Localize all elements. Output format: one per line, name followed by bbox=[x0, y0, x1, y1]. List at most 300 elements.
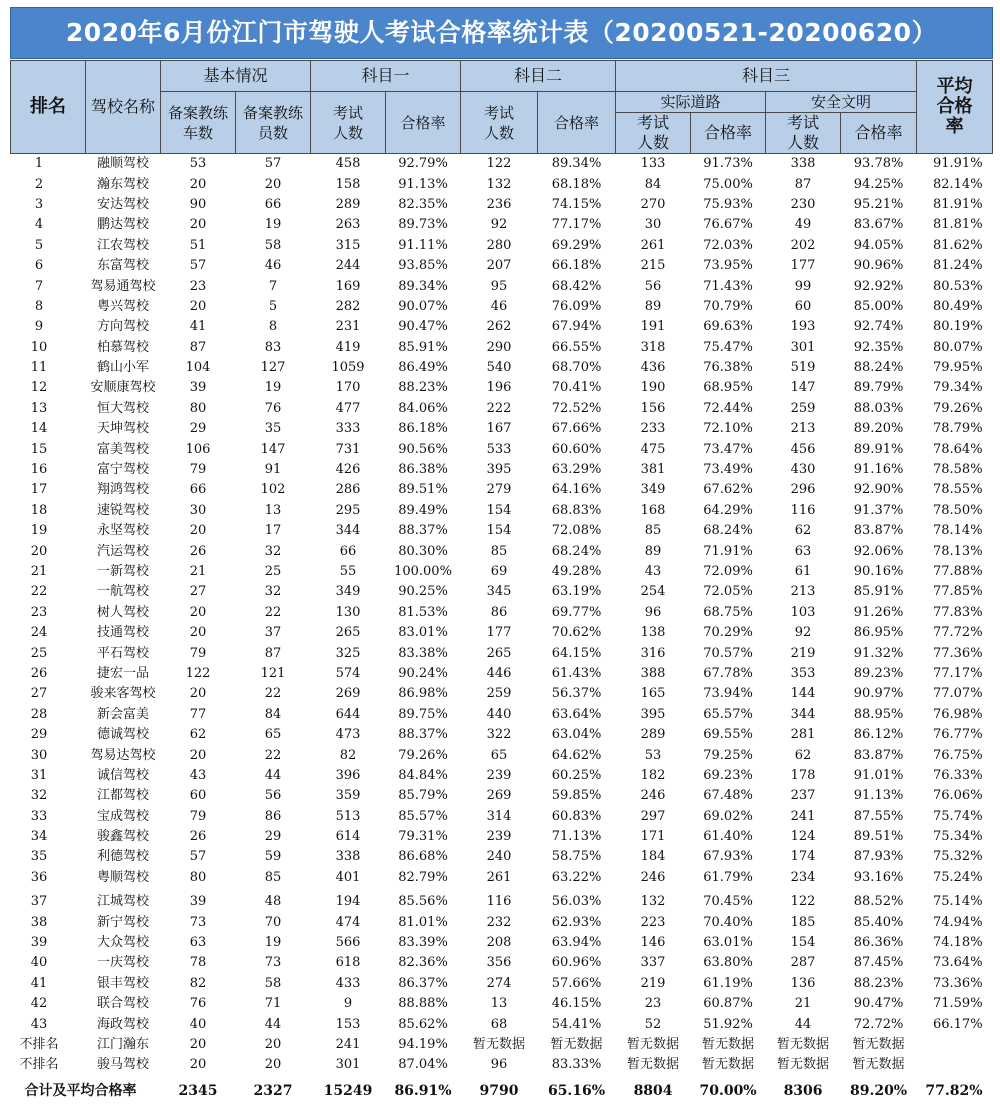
data-cell: 63.80% bbox=[703, 955, 753, 971]
data-cell: 287 bbox=[790, 955, 816, 971]
school-name-cell: 树人驾校 bbox=[96, 604, 149, 620]
rank-cell: 17 bbox=[30, 482, 48, 498]
data-cell: 344 bbox=[790, 706, 816, 722]
data-cell: 74.94% bbox=[932, 914, 983, 930]
data-cell: 239 bbox=[486, 829, 512, 845]
data-cell: 419 bbox=[335, 339, 361, 355]
data-cell: 102 bbox=[260, 482, 286, 498]
school-name-cell: 鹤山小军 bbox=[96, 360, 149, 376]
data-cell: 89.91% bbox=[853, 441, 904, 457]
data-cell: 57 bbox=[189, 258, 207, 274]
data-cell: 90.47% bbox=[853, 996, 904, 1012]
data-cell: 158 bbox=[335, 176, 361, 192]
data-cell: 86.95% bbox=[853, 625, 904, 641]
data-cell: 21 bbox=[189, 564, 207, 579]
data-cell: 80.07% bbox=[932, 339, 983, 355]
data-cell: 219 bbox=[640, 975, 666, 991]
data-cell: 26 bbox=[189, 829, 207, 845]
data-cell: 91.37% bbox=[853, 502, 904, 518]
table-row bbox=[11, 643, 993, 663]
data-cell: 230 bbox=[790, 196, 816, 212]
data-cell: 46 bbox=[264, 258, 282, 274]
data-cell: 78.79% bbox=[932, 421, 983, 437]
data-cell: 349 bbox=[640, 482, 666, 498]
data-cell: 88.88% bbox=[398, 996, 448, 1012]
total-cell: 2345 bbox=[178, 1082, 218, 1099]
data-cell: 316 bbox=[640, 645, 666, 661]
data-cell: 433 bbox=[335, 975, 361, 991]
data-cell: 223 bbox=[640, 914, 666, 930]
data-cell: 79.31% bbox=[398, 829, 448, 845]
data-cell: 130 bbox=[335, 604, 361, 620]
data-cell: 318 bbox=[640, 339, 666, 355]
data-cell: 86 bbox=[490, 604, 508, 620]
total-cell: 2327 bbox=[253, 1082, 293, 1099]
data-cell: 127 bbox=[260, 360, 286, 376]
data-cell: 156 bbox=[640, 400, 666, 416]
data-cell: 91.16% bbox=[853, 462, 904, 478]
data-cell: 7 bbox=[268, 278, 278, 294]
data-cell: 93.78% bbox=[853, 156, 904, 172]
rank-cell: 29 bbox=[30, 727, 48, 743]
data-cell: 231 bbox=[335, 319, 361, 335]
data-cell: 20 bbox=[189, 298, 207, 314]
data-cell: 91.91% bbox=[932, 156, 983, 172]
data-cell bbox=[917, 1035, 993, 1055]
data-cell: 63 bbox=[794, 543, 812, 559]
table-row bbox=[11, 725, 993, 745]
data-cell: 270 bbox=[640, 196, 666, 212]
data-cell: 89.79% bbox=[853, 380, 904, 396]
data-cell: 29 bbox=[264, 829, 282, 845]
data-cell: 395 bbox=[486, 462, 512, 478]
data-cell: 240 bbox=[486, 849, 512, 865]
data-cell: 68.95% bbox=[703, 380, 753, 396]
data-cell: 64.29% bbox=[703, 502, 753, 518]
data-cell: 13 bbox=[490, 996, 508, 1012]
header-cars: 备案教练车数 bbox=[161, 92, 236, 154]
data-cell: 74.18% bbox=[932, 935, 983, 951]
data-cell: 67.48% bbox=[703, 788, 753, 804]
data-cell: 75.24% bbox=[932, 869, 983, 885]
data-cell: 338 bbox=[790, 156, 816, 172]
rank-cell: 11 bbox=[30, 360, 48, 376]
school-name-cell: 骏来客驾校 bbox=[90, 686, 156, 702]
data-cell: 13 bbox=[264, 502, 282, 518]
school-name-cell: 捷宏一品 bbox=[96, 665, 149, 681]
data-cell: 88.24% bbox=[853, 360, 904, 376]
rank-cell: 43 bbox=[30, 1016, 48, 1032]
rank-cell: 15 bbox=[30, 441, 48, 457]
data-cell: 177 bbox=[790, 258, 816, 274]
header-rank: 排名 bbox=[11, 61, 86, 154]
rank-cell: 5 bbox=[34, 237, 44, 253]
table-row bbox=[11, 868, 993, 888]
data-cell: 89 bbox=[644, 543, 662, 559]
data-cell: 75.34% bbox=[932, 829, 983, 845]
data-cell: 86.12% bbox=[853, 727, 904, 743]
data-cell: 60.83% bbox=[551, 808, 602, 824]
data-cell: 644 bbox=[335, 706, 361, 722]
data-cell: 71 bbox=[264, 996, 282, 1012]
data-cell: 234 bbox=[790, 869, 816, 885]
data-cell: 20 bbox=[264, 176, 282, 192]
data-cell: 59.85% bbox=[551, 788, 602, 804]
rank-cell: 16 bbox=[30, 462, 48, 478]
total-cell: 77.82% bbox=[925, 1082, 983, 1099]
table-row bbox=[11, 501, 993, 521]
data-cell: 68.75% bbox=[703, 604, 753, 620]
data-cell: 566 bbox=[335, 935, 361, 951]
data-cell: 72.08% bbox=[551, 523, 602, 539]
data-cell: 232 bbox=[486, 914, 512, 930]
data-cell: 86.68% bbox=[398, 849, 448, 865]
table-row bbox=[11, 378, 993, 398]
rank-cell: 2 bbox=[34, 176, 44, 192]
data-cell: 87 bbox=[264, 645, 282, 661]
data-cell: 62 bbox=[794, 747, 812, 763]
data-cell: 259 bbox=[790, 400, 816, 416]
data-cell: 49.28% bbox=[551, 564, 602, 579]
data-cell: 169 bbox=[335, 278, 361, 294]
data-cell: 86.98% bbox=[398, 686, 448, 702]
data-cell: 73 bbox=[189, 914, 207, 930]
data-cell: 49 bbox=[794, 217, 812, 233]
data-cell: 254 bbox=[640, 584, 666, 600]
data-cell: 63.04% bbox=[551, 727, 602, 743]
data-cell: 77.85% bbox=[932, 584, 983, 600]
data-cell: 122 bbox=[486, 156, 512, 172]
school-name-cell: 平石驾校 bbox=[96, 645, 149, 661]
data-cell: 暂无数据 bbox=[852, 1057, 905, 1073]
data-cell: 72.10% bbox=[703, 421, 753, 437]
data-cell: 344 bbox=[335, 523, 361, 539]
data-cell: 66.17% bbox=[932, 1016, 983, 1032]
data-cell: 19 bbox=[264, 935, 282, 951]
table-row bbox=[11, 766, 993, 786]
data-cell: 65 bbox=[490, 747, 508, 763]
data-cell: 144 bbox=[790, 686, 816, 702]
data-cell: 90.56% bbox=[398, 441, 448, 457]
data-cell: 93.16% bbox=[853, 869, 904, 885]
table-row bbox=[11, 195, 993, 215]
data-cell: 297 bbox=[640, 808, 666, 824]
table-row bbox=[11, 582, 993, 602]
data-cell: 259 bbox=[486, 686, 512, 702]
data-cell: 88.03% bbox=[853, 400, 904, 416]
school-name-cell: 鹏达驾校 bbox=[96, 217, 149, 233]
data-cell: 75.14% bbox=[932, 894, 983, 910]
data-cell: 70.45% bbox=[703, 894, 753, 910]
data-cell: 54.41% bbox=[551, 1016, 602, 1032]
school-name-cell: 融顺驾校 bbox=[96, 156, 149, 172]
data-cell: 66.55% bbox=[551, 339, 602, 355]
data-cell: 63.64% bbox=[551, 706, 602, 722]
data-cell: 68 bbox=[490, 1016, 508, 1032]
data-cell: 618 bbox=[335, 955, 361, 971]
data-cell: 88.95% bbox=[853, 706, 904, 722]
school-name-cell: 东富驾校 bbox=[96, 258, 149, 274]
data-cell: 213 bbox=[790, 421, 816, 437]
data-cell: 63 bbox=[189, 935, 207, 951]
rank-cell: 28 bbox=[30, 706, 48, 722]
school-name-cell: 一航驾校 bbox=[96, 584, 149, 600]
data-cell: 77.36% bbox=[932, 645, 983, 661]
data-cell: 190 bbox=[640, 380, 666, 396]
data-cell: 62.93% bbox=[551, 914, 602, 930]
data-cell: 60.60% bbox=[551, 441, 602, 457]
data-cell: 99 bbox=[794, 278, 812, 294]
data-cell: 79.26% bbox=[932, 400, 983, 416]
data-cell: 62 bbox=[189, 727, 207, 743]
data-cell: 269 bbox=[335, 686, 361, 702]
data-cell: 67.78% bbox=[703, 665, 753, 681]
data-cell: 154 bbox=[486, 523, 512, 539]
data-cell: 72.09% bbox=[703, 564, 753, 579]
data-cell: 295 bbox=[335, 502, 361, 518]
data-cell: 63.29% bbox=[551, 462, 602, 478]
data-cell: 401 bbox=[335, 869, 361, 885]
data-cell: 333 bbox=[335, 421, 361, 437]
school-name-cell: 新会富美 bbox=[96, 706, 149, 722]
data-cell: 20 bbox=[189, 523, 207, 539]
table-row bbox=[11, 215, 993, 235]
school-name-cell: 一新驾校 bbox=[96, 564, 149, 579]
data-cell: 78.55% bbox=[932, 482, 983, 498]
data-cell: 80 bbox=[189, 400, 207, 416]
school-name-cell: 利德驾校 bbox=[96, 849, 149, 865]
data-cell: 191 bbox=[640, 319, 666, 335]
data-cell: 75.32% bbox=[932, 849, 983, 865]
data-cell: 72.72% bbox=[853, 1016, 904, 1032]
table-row bbox=[11, 1035, 993, 1055]
data-cell: 22 bbox=[264, 604, 282, 620]
data-cell: 132 bbox=[486, 176, 512, 192]
data-cell: 94.25% bbox=[853, 176, 904, 192]
data-cell: 91.73% bbox=[703, 156, 753, 172]
data-cell: 89.51% bbox=[853, 829, 904, 845]
data-cell: 95.21% bbox=[853, 196, 904, 212]
data-cell: 73.36% bbox=[932, 975, 983, 991]
header-school: 驾校名称 bbox=[86, 61, 161, 154]
data-cell: 79.34% bbox=[932, 380, 983, 396]
data-cell: 5 bbox=[268, 298, 278, 314]
rank-cell: 18 bbox=[30, 502, 48, 518]
data-cell: 63.19% bbox=[551, 584, 602, 600]
data-cell: 20 bbox=[189, 747, 207, 763]
data-cell: 76 bbox=[189, 996, 207, 1012]
data-cell: 274 bbox=[486, 975, 512, 991]
data-cell: 72.03% bbox=[703, 237, 753, 253]
data-cell: 104 bbox=[185, 360, 211, 376]
data-cell: 261 bbox=[486, 869, 512, 885]
rank-cell: 26 bbox=[30, 665, 48, 681]
data-cell: 64.15% bbox=[551, 645, 602, 661]
table-row bbox=[11, 664, 993, 684]
data-cell: 202 bbox=[790, 237, 816, 253]
data-cell: 暂无数据 bbox=[627, 1057, 680, 1073]
data-cell: 79.26% bbox=[398, 747, 448, 763]
data-cell: 177 bbox=[486, 625, 512, 641]
data-cell: 81.62% bbox=[932, 237, 983, 253]
data-cell: 90.16% bbox=[853, 564, 904, 579]
data-cell: 82.79% bbox=[398, 869, 448, 885]
school-name-cell: 粤兴驾校 bbox=[96, 298, 149, 314]
data-cell: 86 bbox=[264, 808, 282, 824]
header-subject1: 科目一 bbox=[311, 61, 461, 92]
data-cell: 89.75% bbox=[398, 706, 448, 722]
data-cell: 83.87% bbox=[853, 523, 904, 539]
data-cell: 396 bbox=[335, 767, 361, 783]
data-cell: 90.47% bbox=[398, 319, 448, 335]
school-name-cell: 宝成驾校 bbox=[96, 808, 149, 824]
data-cell: 90.07% bbox=[398, 298, 448, 314]
table-row bbox=[11, 297, 993, 317]
data-cell: 219 bbox=[790, 645, 816, 661]
data-cell: 69.55% bbox=[703, 727, 753, 743]
data-cell: 446 bbox=[486, 665, 512, 681]
rank-cell: 40 bbox=[30, 955, 48, 971]
data-cell: 69.02% bbox=[703, 808, 753, 824]
data-cell: 241 bbox=[790, 808, 816, 824]
data-cell: 81.53% bbox=[398, 604, 448, 620]
data-cell: 185 bbox=[790, 914, 816, 930]
data-cell: 71.43% bbox=[703, 278, 753, 294]
data-cell: 513 bbox=[335, 808, 361, 824]
school-name-cell: 速锐驾校 bbox=[96, 502, 149, 518]
data-cell: 27 bbox=[189, 584, 207, 600]
school-name-cell: 安达驾校 bbox=[96, 196, 149, 212]
school-name-cell: 骏鑫驾校 bbox=[96, 829, 149, 845]
school-name-cell: 联合驾校 bbox=[96, 996, 149, 1012]
data-cell: 60 bbox=[189, 788, 207, 804]
data-cell: 60.87% bbox=[703, 996, 753, 1012]
school-name-cell: 新宁驾校 bbox=[96, 914, 149, 930]
school-name-cell: 大众驾校 bbox=[96, 935, 149, 951]
data-cell: 89.20% bbox=[853, 421, 904, 437]
data-cell: 262 bbox=[486, 319, 512, 335]
rank-cell: 27 bbox=[30, 686, 48, 702]
table-row bbox=[11, 974, 993, 994]
data-cell: 43 bbox=[189, 767, 207, 783]
data-cell: 57 bbox=[189, 849, 207, 865]
data-cell: 92.06% bbox=[853, 543, 904, 559]
data-cell: 46 bbox=[490, 298, 508, 314]
table-row bbox=[11, 827, 993, 847]
table-row bbox=[11, 994, 993, 1014]
data-cell: 63.22% bbox=[551, 869, 602, 885]
data-cell: 76.38% bbox=[703, 360, 753, 376]
data-cell: 20 bbox=[189, 686, 207, 702]
rank-cell: 1 bbox=[34, 156, 44, 172]
data-cell: 184 bbox=[640, 849, 666, 865]
data-cell: 80.19% bbox=[932, 319, 983, 335]
data-cell: 458 bbox=[335, 156, 361, 172]
data-cell: 208 bbox=[486, 935, 512, 951]
data-cell: 281 bbox=[790, 727, 816, 743]
data-cell: 96 bbox=[490, 1057, 508, 1073]
data-cell: 263 bbox=[335, 217, 361, 233]
data-cell: 289 bbox=[640, 727, 666, 743]
data-cell: 51 bbox=[189, 237, 207, 253]
data-cell: 20 bbox=[189, 1057, 207, 1073]
school-name-cell: 粤顺驾校 bbox=[96, 869, 149, 885]
data-cell: 30 bbox=[644, 217, 662, 233]
total-cell: 8306 bbox=[783, 1082, 823, 1099]
data-cell: 19 bbox=[264, 217, 282, 233]
data-cell: 280 bbox=[486, 237, 512, 253]
data-cell: 68.42% bbox=[551, 278, 602, 294]
data-cell: 83.38% bbox=[398, 645, 448, 661]
data-cell: 29 bbox=[189, 421, 207, 437]
data-cell: 60.96% bbox=[551, 955, 602, 971]
school-name-cell: 富宁驾校 bbox=[96, 462, 149, 478]
data-cell: 337 bbox=[640, 955, 666, 971]
data-cell: 286 bbox=[335, 482, 361, 498]
data-cell: 731 bbox=[335, 441, 361, 457]
data-cell: 147 bbox=[790, 380, 816, 396]
data-cell: 78.64% bbox=[932, 441, 983, 457]
data-cell: 85 bbox=[644, 523, 662, 539]
data-cell: 87 bbox=[189, 339, 207, 355]
data-cell: 133 bbox=[640, 156, 666, 172]
data-cell: 暂无数据 bbox=[627, 1036, 680, 1052]
data-cell: 86.36% bbox=[853, 935, 904, 951]
data-cell: 85.91% bbox=[853, 584, 904, 600]
data-cell: 90.24% bbox=[398, 665, 448, 681]
data-cell: 77.07% bbox=[932, 686, 983, 702]
rank-cell: 不排名 bbox=[19, 1057, 59, 1073]
data-cell: 147 bbox=[260, 441, 286, 457]
school-name-cell: 天坤驾校 bbox=[96, 421, 149, 437]
table-row bbox=[11, 338, 993, 358]
data-cell: 477 bbox=[335, 400, 361, 416]
data-cell: 94.05% bbox=[853, 237, 904, 253]
header-basic: 基本情况 bbox=[161, 61, 311, 92]
data-cell: 48 bbox=[264, 894, 282, 910]
data-cell: 92 bbox=[794, 625, 812, 641]
school-name-cell: 骏马驾校 bbox=[96, 1057, 149, 1073]
data-cell: 207 bbox=[486, 258, 512, 274]
data-cell: 83.67% bbox=[853, 217, 904, 233]
data-cell: 222 bbox=[486, 400, 512, 416]
data-cell: 246 bbox=[640, 788, 666, 804]
data-cell: 83.01% bbox=[398, 625, 448, 641]
data-cell: 79.25% bbox=[703, 747, 753, 763]
data-cell: 61.40% bbox=[703, 829, 753, 845]
school-name-cell: 江都驾校 bbox=[96, 788, 149, 804]
data-cell: 78 bbox=[189, 955, 207, 971]
data-cell: 436 bbox=[640, 360, 666, 376]
data-cell: 519 bbox=[790, 360, 816, 376]
data-cell: 86.49% bbox=[398, 360, 448, 376]
data-cell: 80.53% bbox=[932, 278, 983, 294]
rank-cell: 34 bbox=[30, 829, 48, 845]
data-cell: 136 bbox=[790, 975, 816, 991]
data-cell: 533 bbox=[486, 441, 512, 457]
data-cell: 72.05% bbox=[703, 584, 753, 600]
data-cell: 70.57% bbox=[703, 645, 753, 661]
data-cell: 430 bbox=[790, 462, 816, 478]
data-cell: 76.33% bbox=[932, 767, 983, 783]
data-cell: 171 bbox=[640, 829, 666, 845]
school-name-cell: 驾易达驾校 bbox=[90, 747, 156, 763]
data-cell: 82.36% bbox=[398, 955, 448, 971]
data-cell: 39 bbox=[189, 894, 207, 910]
data-cell: 80.30% bbox=[398, 543, 448, 559]
table-row bbox=[11, 603, 993, 623]
data-cell: 86.37% bbox=[398, 975, 448, 991]
